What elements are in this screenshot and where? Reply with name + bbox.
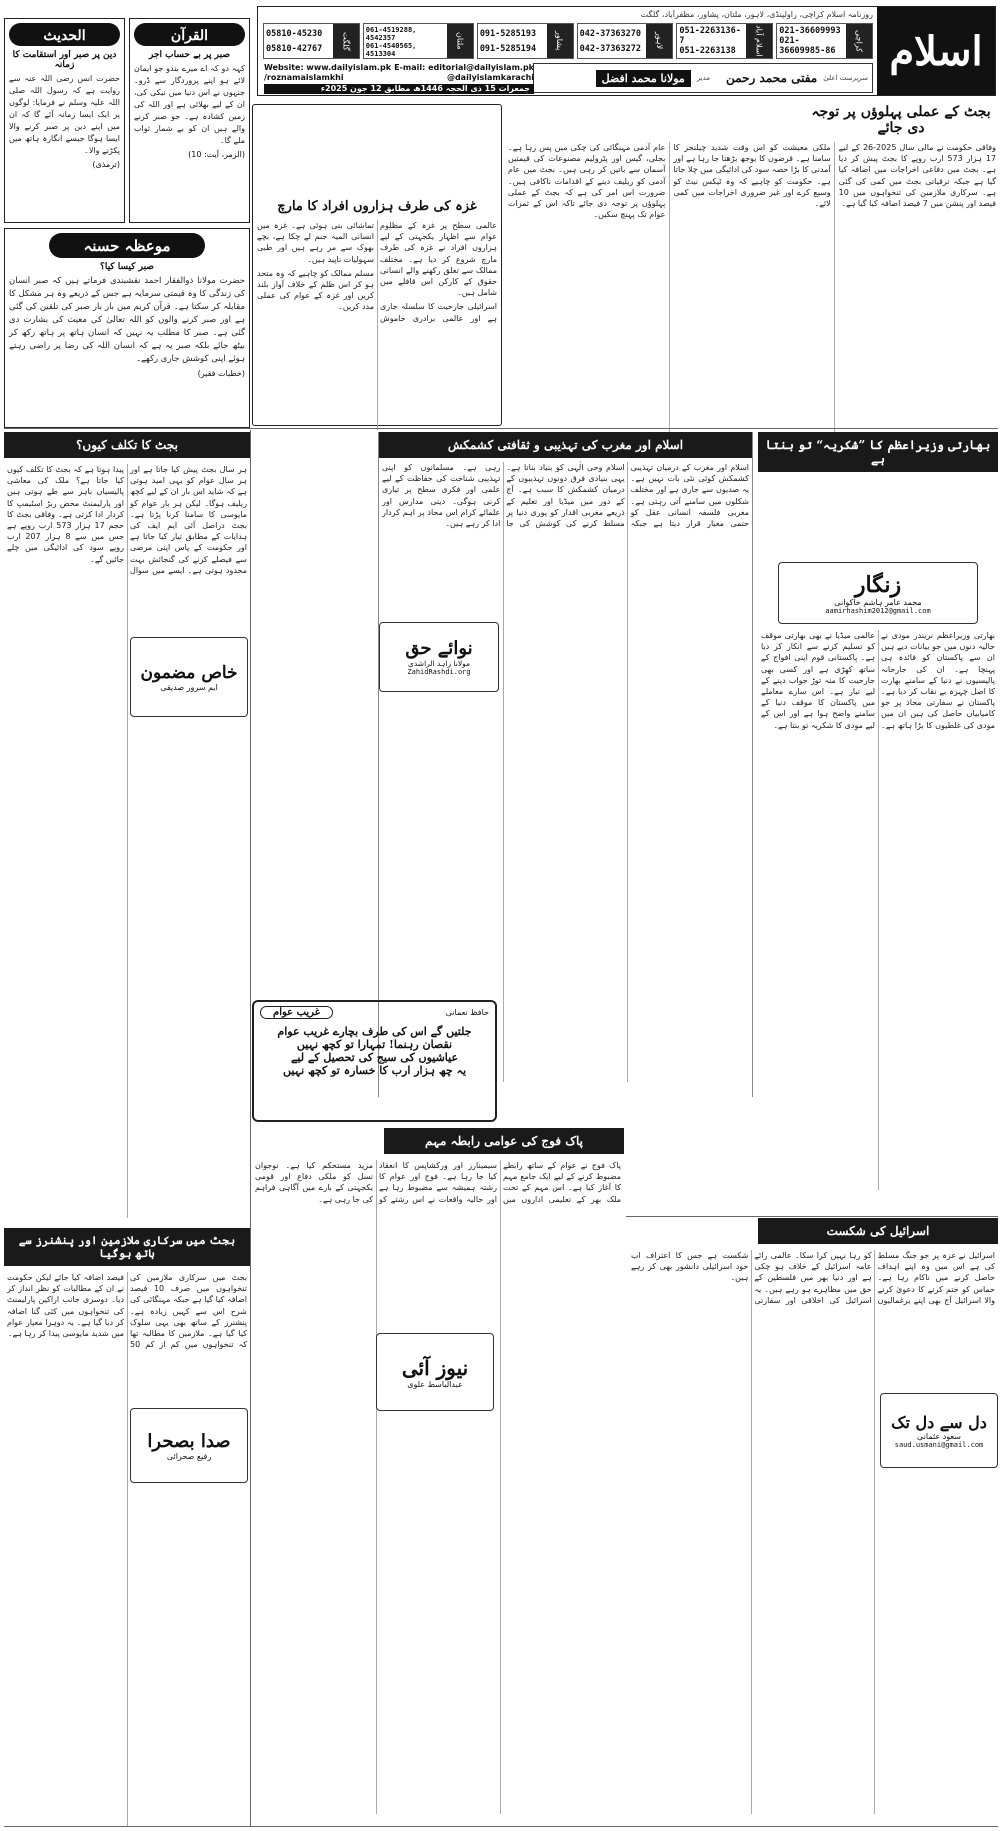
editorial-paragraph: ملکی معیشت کو اس وقت شدید چیلنجز کا سامنا ہے۔ قرضوں کا بوجھ بڑھتا جا رہا ہے اور آمدنی کا بڑا حصہ سود کی ادائیگی میں چلا جاتا ہے۔ حکومت کو چاہیے کہ وہ ٹیکس نیٹ کو وسیع کرے اور غیر ضروری اخراجات میں کمی لائے۔	[673, 143, 831, 209]
page-rule	[4, 1826, 998, 1827]
article-heading: بھارتی وزیراعظم کا ”شکریہ“ تو بنتا ہے	[765, 438, 991, 466]
hadith-box	[4, 18, 125, 223]
sermon-text: حضرت مولانا ذوالفقار احمد نقشبندی فرماتے ہیں کہ صبر انسان کی زندگی کا وہ قیمتی سرمایہ ہے جس کے ذریعے وہ ہر مشکل کا مقابلہ کر سکتا ہے۔ قرآن کریم میں بار بار صبر کی تلقین کی گئی ہے اور صبر کرنے والوں کو اللہ تعالیٰ کی معیت کی بشارت دی گئی ہے۔ صبر کا مطلب یہ نہیں کہ انسان ہاتھ پر ہاتھ رکھ کر بیٹھ جائے بلکہ صبر یہ ہے کہ انسان اللہ کی رضا پر راضی رہتے ہوئے اپنی کوشش جاری رکھے۔	[9, 276, 245, 364]
phone: 061-4519288, 4542357	[365, 26, 417, 42]
contact-cell	[676, 23, 773, 59]
hadith-heading: الحدیث	[43, 28, 86, 44]
contact-phones	[578, 24, 647, 58]
article-army	[252, 1128, 624, 1826]
date-text: جمعرات 15 ذی الحجہ 1446ھ مطابق 12 جون 2025ء	[320, 84, 530, 93]
sermon-heading-badge	[49, 233, 205, 258]
contact-cell	[363, 23, 474, 59]
masthead-logo	[877, 7, 995, 95]
editorial-main-text	[508, 142, 996, 442]
column-logo	[130, 637, 248, 717]
editorial-paragraph: وفاقی حکومت نے مالی سال 2025-26 کے لیے 17 ہزار 573 ارب روپے کا بجٹ پیش کر دیا ہے۔ بجٹ میں دفاعی اخراجات میں اضافہ کیا گیا ہے جبکہ ترقیاتی بجٹ میں کمی کی گئی ہے۔ سرکاری ملازمین کی تنخواہوں میں 10 فیصد اور پنشن میں 7 فیصد اضافہ کیا گیا ہے۔	[838, 143, 996, 209]
editorial-paragraph: اسرائیلی جارحیت کا سلسلہ جاری ہے اور عالمی برادری خاموش تماشائی بنی ہوئی ہے۔ غزہ میں انسانی المیہ جنم لے چکا ہے، بچے بھوک سے مر رہے ہیں اور طبی سہولیات ناپید ہیں۔	[257, 221, 497, 323]
quran-subtitle: صبر پر بے حساب اجر	[149, 50, 230, 60]
article-heading: اسلام اور مغرب کی تہذیبی و ثقافتی کشمکش	[447, 438, 684, 452]
page-rule	[250, 430, 251, 1826]
column-name: نوائے حق	[405, 638, 473, 659]
article-israel	[628, 1218, 998, 1826]
quran-box	[129, 18, 250, 223]
masthead	[257, 6, 996, 96]
contact-phones	[777, 24, 846, 58]
author-name: مولانا زاہد الراشدی	[407, 659, 471, 668]
article-text: بھارتی وزیراعظم نریندر مودی نے حالیہ دنوں میں جو بیانات دیے ہیں ان سے پاکستان کو فائدہ ہی پہنچا ہے۔ ان کی جارحانہ پالیسیوں نے دنیا کے سامنے بھارت کا اصل چہرہ بے نقاب کر دیا ہے۔ پاکستان نے سفارتی محاذ پر جو کامیابیاں حاصل کی ہیں ان میں مودی کی غلطیوں کا بڑا ہاتھ ہے۔ عالمی میڈیا نے بھی بھارتی موقف کو تسلیم کرنے سے انکار کر دیا ہے۔ پاکستانی قوم اپنی افواج کے ساتھ کھڑی ہے اور کسی بھی جارحیت کا منہ توڑ جواب دینے کے لیے تیار ہے۔ اس سارے معاملے میں پاکستان کا موقف دنیا کے سامنے واضح ہوا ہے اور اس کے لیے مودی کا شکریہ تو بنتا ہے۔	[761, 631, 995, 730]
page-rule	[4, 428, 998, 429]
article-text: پاک فوج نے عوام کے ساتھ رابطے مضبوط کرنے کے لیے ایک جامع مہم کا آغاز کیا ہے۔ اس مہم کے تحت ملک بھر کے تعلیمی اداروں میں سیمینارز اور ورکشاپس کا انعقاد کیا جا رہا ہے۔ فوج اور عوام کا رشتہ ہمیشہ سے مضبوط رہا ہے اور حالیہ واقعات نے اس رشتے کو مزید مستحکم کیا ہے۔ نوجوان نسل کو ملکی دفاع اور قومی یکجہتی کے بارے میں آگاہی فراہم کی جا رہی ہے۔	[255, 1161, 621, 1204]
article-heading: بجٹ میں سرکاری ملازمین اور پنشنرز سے ہاتھ ہوگیا	[18, 1234, 236, 1260]
contact-cell	[477, 23, 574, 59]
poem-box	[252, 1000, 497, 1122]
column-logo	[130, 1408, 248, 1483]
contact-cell	[263, 23, 360, 59]
editor-label: مدیر	[696, 74, 711, 82]
phone: 051-2263138	[679, 46, 736, 56]
date-line	[264, 84, 534, 94]
author-email: saud.usmani@gmail.com	[894, 1440, 984, 1449]
phone: 042-37363270	[579, 28, 642, 39]
editorial-main	[508, 104, 996, 426]
column-logo	[880, 1393, 998, 1468]
sermon-subtitle: صبر کیسا کیا؟	[100, 262, 154, 272]
phone: 091-5285193	[479, 28, 537, 39]
article-text: اسلام اور مغرب کے درمیان تہذیبی کشمکش کوئی نئی بات نہیں ہے۔ یہ صدیوں سے جاری ہے اور مختلف شکلوں میں سامنے آتی رہتی ہے۔ مغربی فلسفہ انسانی عقل کو حتمی معیار قرار دیتا ہے جبکہ اسلام وحی الٰہی کو بنیاد بناتا ہے۔ یہی بنیادی فرق دونوں تہذیبوں کے درمیان کشمکش کا سبب ہے۔ آج کے دور میں میڈیا اور تعلیم کے ذریعے مغربی اقدار کو پوری دنیا پر مسلط کرنے کی کوشش کی جا رہی ہے۔ مسلمانوں کو اپنی تہذیبی شناخت کی حفاظت کے لیے علمی اور فکری سطح پر تیاری کرنی ہوگی۔ دینی مدارس اور علمائے کرام اس محاذ پر اہم کردار ادا کر رہے ہیں۔	[382, 463, 749, 529]
contact-city: لاہور	[646, 24, 672, 58]
poem-line: یہ چھ ہزار ارب کا خسارہ تو کچھ نہیں	[282, 1064, 467, 1077]
phone: 05810-45230	[266, 28, 323, 39]
author-name: محمد عامر ہاشم خاکوانی	[834, 597, 922, 607]
phone: 05810-42767	[266, 43, 323, 54]
phone: 021-36609993	[779, 26, 841, 36]
phone: 021-36609985-86	[779, 36, 836, 56]
article-heading: پاک فوج کی عوامی رابطہ مہم	[425, 1134, 583, 1148]
editorial-main-heading: بجٹ کے عملی پہلوؤں پر توجہ دی جائے	[811, 104, 991, 136]
website-link[interactable]: Website: www.dailyislam.pk	[264, 63, 392, 72]
editorial-section	[252, 104, 996, 426]
contact-city: پشاور	[547, 24, 573, 58]
quran-heading-badge	[134, 23, 245, 46]
quran-heading: القرآن	[170, 28, 209, 44]
hadith-text: حضرت انس رضی اللہ عنہ سے روایت ہے کہ رسول اللہ صلی اللہ علیہ وسلم نے فرمایا: لوگوں پر ایک ایسا زمانہ آئے گا کہ ان میں اپنے دین پر صبر کرنے والا ایسا ہوگا جیسے انگارہ ہاتھ میں پکڑنے والا۔	[9, 74, 120, 155]
email-link[interactable]: E-mail: editorial@dailyislam.pk	[394, 63, 534, 72]
phone: 042-37363272	[579, 43, 642, 54]
editorial-paragraph: مسلم ممالک کو چاہیے کہ وہ متحد ہو کر اس ظلم کے خلاف آواز بلند کریں اور غزہ کے عوام کی عملی مدد کریں۔	[257, 268, 374, 312]
social-handle[interactable]: @dailyislamkarachi	[446, 73, 534, 82]
phone: 091-5285194	[479, 43, 537, 54]
column-logo	[778, 562, 978, 624]
author-name: عبدالباسط علوی	[407, 1379, 463, 1389]
column-name: صدا بصحرا	[147, 1430, 231, 1452]
article-heading-band	[4, 1228, 250, 1266]
patron-label: سرپرست اعلیٰ	[823, 74, 868, 82]
article-budget-why	[4, 432, 250, 1222]
article-heading-band	[379, 432, 752, 458]
contact-city: گلگت	[333, 24, 359, 58]
publisher-line	[263, 10, 873, 19]
editor-name: مولانا محمد افضل	[596, 70, 691, 87]
column-logo	[379, 622, 499, 692]
publisher-line-text: روزنامہ اسلام کراچی، راولپنڈی، لاہور، ملتان، پشاور، مظفرآباد، گلگت	[640, 10, 873, 19]
hadith-heading-badge	[9, 23, 120, 46]
column-logo	[376, 1333, 494, 1411]
article-text: ہر سال بجٹ پیش کیا جاتا ہے اور ہر سال عوام کو یہی امید ہوتی ہے کہ شاید اس بار ان کے لیے کچھ ریلیف ہوگا۔ لیکن ہر بار عوام کو مایوسی کا سامنا کرنا پڑتا ہے۔ بجٹ دراصل آئی ایم ایف کی ہدایات کے مطابق تیار کیا جاتا ہے اور حکومت کے پاس اپنی مرضی سے فیصلے کرنے کی گنجائش بہت محدود ہوتی ہے۔ ایسے میں سوال پیدا ہوتا ہے کہ بجٹ کا تکلف کیوں کیا جاتا ہے؟ ملک کی معاشی پالیسیاں باہر سے طے ہوتی ہیں اور پارلیمنٹ محض ربڑ اسٹیمپ کا کردار ادا کرتی ہے۔ وفاقی بجٹ کا حجم 17 ہزار 573 ارب روپے ہے جس میں سے 8 ہزار 207 ارب روپے سود کی ادائیگی میں چلے جائیں گے۔	[7, 465, 247, 575]
article-modi	[758, 432, 998, 1212]
social-handle[interactable]: /roznamaislamkhi	[264, 73, 344, 82]
poet-name: حافظ نعمانی	[445, 1008, 489, 1017]
contact-city: ملتان	[447, 24, 473, 58]
contact-city: اسلام آباد	[746, 24, 772, 58]
article-heading-band	[384, 1128, 624, 1154]
contact-grid	[263, 23, 873, 59]
hadith-subtitle: دین پر صبر اور استقامت کا زمانہ	[12, 50, 117, 70]
article-text: بجٹ میں سرکاری ملازمین کی تنخواہوں میں صرف 10 فیصد اضافہ کیا گیا ہے جبکہ مہنگائی کی شرح اس سے کہیں زیادہ ہے۔ پنشنرز کے ساتھ بھی یہی سلوک کیا گیا ہے۔ ملازمین کا مطالبہ تھا کہ تنخواہوں میں کم از کم 50 فیصد اضافہ کیا جائے لیکن حکومت نے ان کے مطالبات کو نظر انداز کر دیا۔ دوسری جانب اراکین پارلیمنٹ کی تنخواہوں میں کئی گنا اضافہ کر دیا گیا ہے۔ یہ دوہرا معیار عوام میں شدید مایوسی پیدا کر رہا ہے۔	[7, 1273, 247, 1350]
author-name: رفیع صحرائی	[166, 1451, 212, 1461]
article-heading: بجٹ کا تکلف کیوں؟	[76, 438, 178, 452]
sermon-heading: موعظہ حسنہ	[83, 237, 171, 255]
quran-ref: (الزمر، آیت: 10)	[188, 150, 245, 159]
article-salaries	[4, 1228, 250, 1826]
editorial-second-text	[257, 220, 497, 430]
editorial-paragraph: عام آدمی مہنگائی کی چکی میں پس رہا ہے۔ بجلی، گیس اور پٹرولیم مصنوعات کی قیمتیں آسمان سے باتیں کر رہی ہیں۔ بجٹ میں عام آدمی کو ریلیف دینے کے اقدامات ناکافی ہیں۔ ضرورت اس امر کی ہے کہ بجٹ کے عملی پہلوؤں پر توجہ دی جائے تاکہ اس کے ثمرات عوام تک پہنچ سکیں۔	[508, 143, 666, 220]
quran-text: کہہ دو کہ اے میرے بندو جو ایمان لائے ہو اپنے پروردگار سے ڈرو۔ جنہوں نے اس دنیا میں نیکی کی، ان کے لیے بھلائی ہے اور اللہ کی زمین کشادہ ہے۔ جو صبر کرنے والے ہیں ان کو بے شمار ثواب ملے گا۔	[134, 64, 245, 145]
editorial-second-heading: غزہ کی طرف ہزاروں افراد کا مارچ	[277, 199, 477, 214]
contact-cell	[577, 23, 674, 59]
contact-phones	[364, 24, 447, 58]
editorial-second	[252, 104, 502, 426]
article-heading-band	[758, 1218, 998, 1244]
author-site: ZahidRashdi.org	[407, 668, 471, 676]
author-name: سعود عثمانی	[917, 1431, 961, 1441]
logo-text: اسلام	[889, 27, 983, 75]
poem-line: نقصان رہنما! تمہارا تو کچھ نہیں	[296, 1038, 453, 1051]
column-name: خاص مضمون	[140, 662, 238, 683]
contact-city: کراچی	[846, 24, 872, 58]
hadith-ref: (ترمذی)	[92, 160, 120, 169]
column-name: دل سے دل تک	[891, 1412, 987, 1432]
sermon-ref: (خطبات فقیر)	[197, 369, 245, 378]
phone: 051-2263136-7	[679, 26, 741, 46]
column-name: نیوز آئی	[401, 1355, 469, 1380]
contact-phones	[677, 24, 746, 58]
patron-bar	[533, 63, 873, 93]
sermon-box	[4, 228, 250, 428]
web-contacts	[264, 63, 534, 93]
author-name: ایم سرور صدیقی	[160, 682, 218, 692]
contact-phones	[478, 24, 547, 58]
phone: 061-4540565, 4513304	[365, 42, 417, 58]
author-email: aamirhashim2012@gmail.com	[825, 606, 931, 615]
article-heading-band	[758, 432, 998, 472]
editorial-paragraph: عالمی سطح پر غزہ کے مظلوم عوام سے اظہار یکجہتی کے لیے ہزاروں افراد نے غزہ کی طرف مارچ شروع کر دیا ہے۔ مختلف ممالک سے تعلق رکھنے والے انسانی حقوق کے کارکن اس قافلے میں شامل ہیں۔	[380, 221, 497, 298]
contact-cell	[776, 23, 873, 59]
article-heading-band	[4, 432, 250, 458]
column-name: زنگار	[854, 571, 902, 598]
poem-line: جلتیں گے اس کی طرف بچارے غریب عوام	[277, 1025, 472, 1038]
patron-name: مفتی محمد رحمن	[726, 71, 818, 85]
article-heading: اسرائیل کی شکست	[826, 1224, 930, 1238]
poem-heading: غریب عوام	[260, 1006, 333, 1019]
contact-phones	[264, 24, 333, 58]
article-text: اسرائیل نے غزہ پر جو جنگ مسلط کی ہے اس میں وہ اپنے اہداف حاصل کرنے میں ناکام رہا ہے۔ حماس کو ختم کرنے کا دعویٰ کرنے والا اسرائیل آج بھی اپنے یرغمالیوں کو رہا نہیں کرا سکا۔ عالمی رائے عامہ اسرائیل کے خلاف ہو چکی ہے اور دنیا بھر میں فلسطین کے حق میں مظاہرے ہو رہے ہیں۔ یہ اسرائیل کی اخلاقی اور سفارتی شکست ہے جس کا اعتراف اب خود اسرائیلی دانشور بھی کر رہے ہیں۔	[631, 1251, 995, 1305]
page-rule	[626, 1216, 998, 1217]
poem-line: عیاشیوں کی سیج کی تحصیل کے لیے	[290, 1051, 459, 1064]
article-islam-west	[378, 432, 753, 1097]
